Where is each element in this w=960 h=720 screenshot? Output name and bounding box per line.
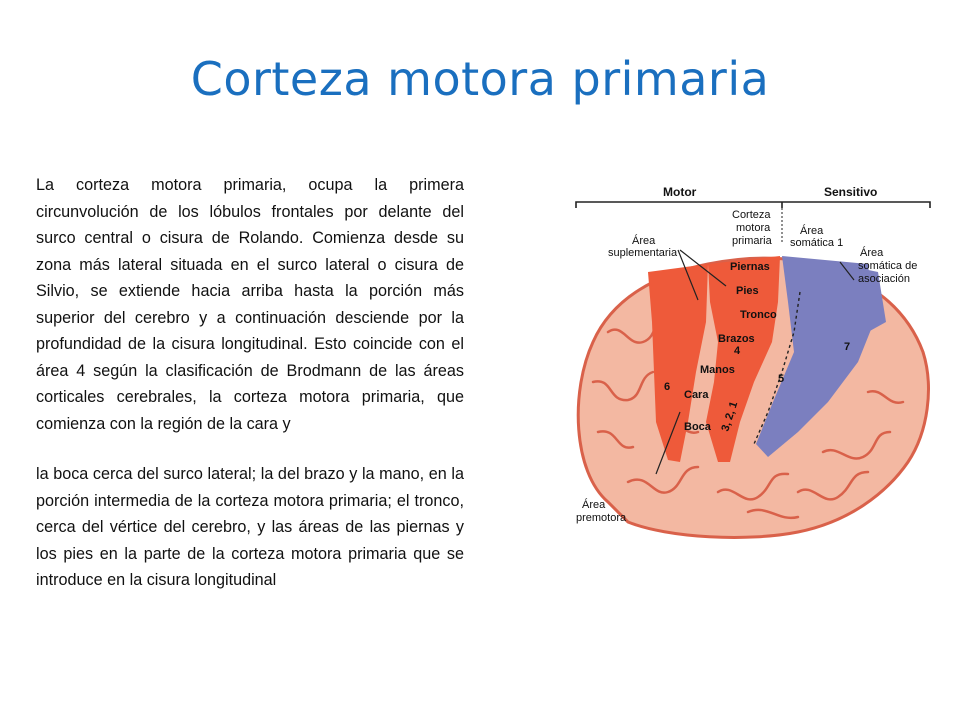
label-primaria: primaria xyxy=(732,235,772,247)
num-5: 5 xyxy=(778,373,785,385)
header-bracket xyxy=(576,202,930,208)
label-area-suplementaria-2: suplementaria xyxy=(608,247,678,259)
part-boca: Boca xyxy=(684,421,711,433)
label-area-suplementaria-1: Área xyxy=(632,235,656,247)
body-paragraph-2: la boca cerca del surco lateral; la del brazo y la mano, en la porción intermedia de la corteza motora primaria; el tronco, cerca del vértice del cerebro, y las áreas de las piernas y los pies en la parte de la corteza motora primaria que se introduce en la cisura longitudinal xyxy=(36,465,464,589)
label-area-asociacion-1: Área xyxy=(860,247,884,259)
label-corteza: Corteza xyxy=(732,209,771,221)
part-piernas: Piernas xyxy=(730,261,770,273)
part-cara: Cara xyxy=(684,389,709,401)
part-brazos: Brazos xyxy=(718,333,755,345)
header-motor: Motor xyxy=(663,185,697,199)
num-6: 6 xyxy=(664,381,671,393)
brain-diagram xyxy=(568,182,940,550)
num-321: 3, 2, 1 xyxy=(719,400,741,433)
num-7: 7 xyxy=(844,341,851,353)
part-manos: Manos xyxy=(700,364,735,376)
label-area-somatica-1b: somática 1 xyxy=(790,237,844,249)
header-sensitivo: Sensitivo xyxy=(824,185,878,199)
num-4: 4 xyxy=(734,345,741,357)
label-area-premotora-1: Área xyxy=(582,499,606,511)
label-motora: motora xyxy=(736,222,771,234)
label-area-asociacion-3: asociación xyxy=(858,273,910,285)
part-tronco: Tronco xyxy=(740,309,777,321)
label-area-somatica-1a: Área xyxy=(800,225,824,237)
part-pies: Pies xyxy=(736,285,759,297)
label-area-asociacion-2: somática de xyxy=(858,260,918,272)
slide-title: Corteza motora primaria xyxy=(190,52,770,106)
body-paragraph-1: La corteza motora primaria, ocupa la primera circunvolución de los lóbulos frontales por delante del surco central o cisura de Rolando. Comienza desde su zona más lateral situada en el surco lateral o cisura de Silvio, se extiende hacia arriba hasta la porción más superior del cerebro y a continuación desciende por la profundidad de la cisura longitudinal. Esto coincide con el área 4 según la clasificación de Brodmann de las áreas corticales cerebrales, la corteza motora primaria, que comienza con la región de la cara y xyxy=(36,176,464,433)
label-area-premotora-2: premotora xyxy=(576,512,627,524)
